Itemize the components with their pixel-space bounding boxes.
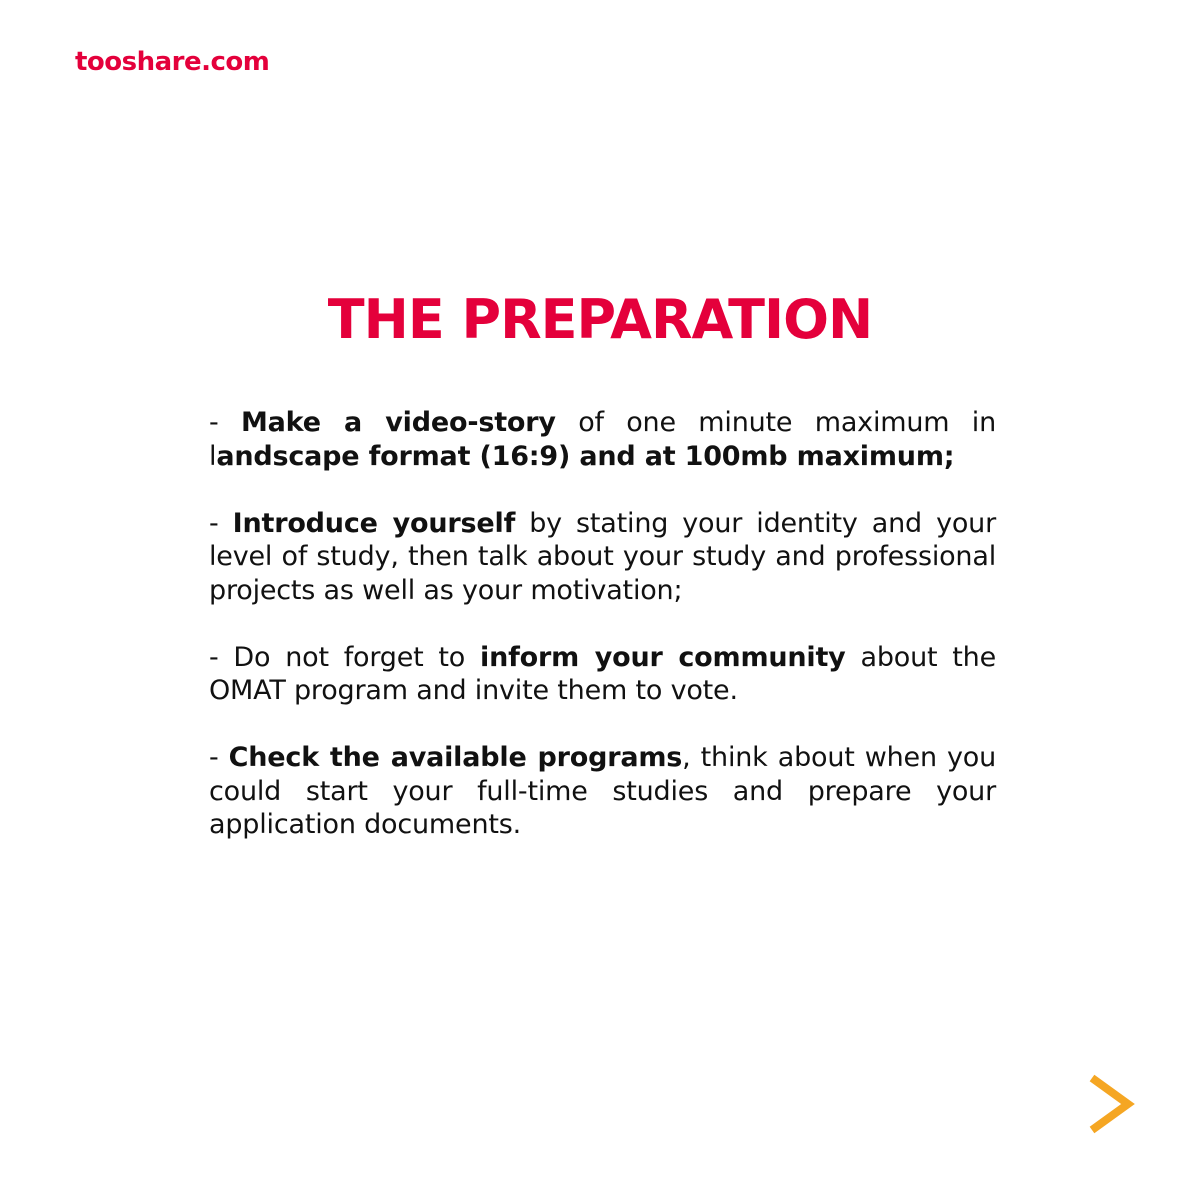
list-item	[209, 406, 996, 473]
list-item	[209, 507, 996, 608]
brand-logo-text: tooshare.com	[75, 47, 270, 77]
next-slide-button[interactable]	[1086, 1074, 1136, 1134]
item-prefix: - Do not forget to	[209, 641, 481, 673]
item-prefix: -	[209, 507, 233, 539]
item-text: , think about when you could start your full-time studies and prepare your application documents.	[209, 742, 996, 840]
item-prefix: -	[209, 407, 241, 438]
item-text: by stating your identity and your level of study, then talk about your study and professional projects as well as your motivation;	[209, 507, 996, 606]
item-emphasis-2: andscape format (16:9) and at 100mb maximum;	[216, 440, 955, 472]
item-text: about the OMAT program and invite them to vote.	[209, 641, 996, 706]
item-emphasis: inform your community	[480, 641, 846, 673]
item-emphasis: Introduce yourself	[232, 507, 516, 539]
list-item	[209, 641, 996, 708]
preparation-list	[209, 406, 996, 875]
list-item	[209, 741, 996, 842]
page-title: THE PREPARATION	[327, 288, 873, 351]
item-emphasis: Check the available programs	[228, 742, 683, 773]
item-prefix: -	[209, 742, 229, 773]
item-emphasis: Make a video-story	[240, 407, 556, 438]
item-text: of one minute maximum in l	[209, 407, 996, 472]
chevron-right-icon	[1086, 1074, 1136, 1134]
